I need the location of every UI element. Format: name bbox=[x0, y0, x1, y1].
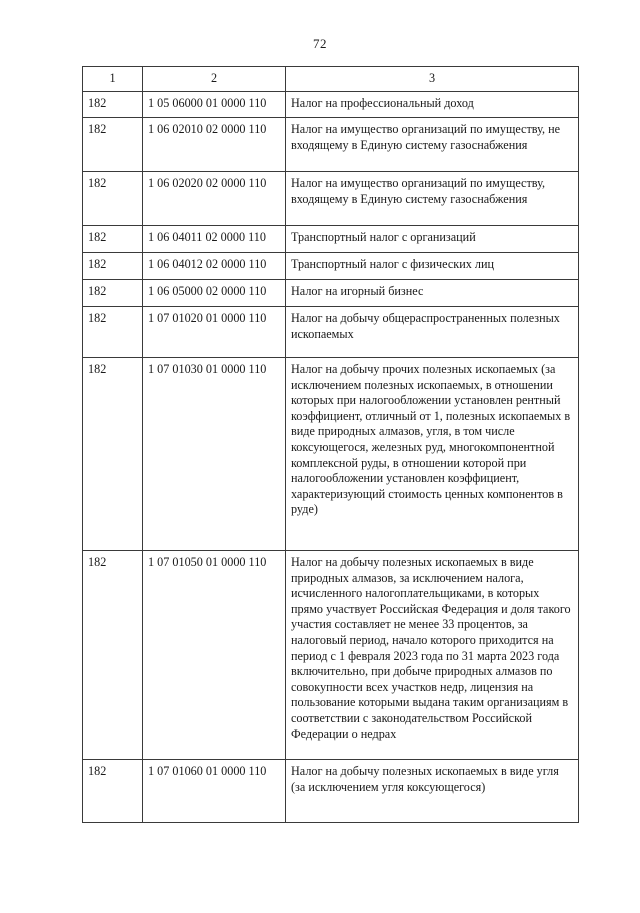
revenue-name: Налог на добычу полезных ископаемых в виде угля (за исключением угля коксующегося) bbox=[286, 760, 579, 823]
revenue-codes-table bbox=[82, 66, 579, 823]
revenue-name: Налог на профессиональный доход bbox=[286, 92, 579, 118]
revenue-name: Налог на имущество организаций по имуществу, входящему в Единую систему газоснабжения bbox=[286, 172, 579, 226]
table-header-row bbox=[83, 67, 579, 92]
revenue-name: Налог на игорный бизнес bbox=[286, 280, 579, 307]
admin-code: 182 bbox=[83, 307, 143, 358]
kbk-code: 1 07 01050 01 0000 110 bbox=[143, 551, 286, 760]
kbk-code: 1 05 06000 01 0000 110 bbox=[143, 92, 286, 118]
kbk-code: 1 06 02020 02 0000 110 bbox=[143, 172, 286, 226]
revenue-name: Транспортный налог с организаций bbox=[286, 226, 579, 253]
kbk-code: 1 06 02010 02 0000 110 bbox=[143, 118, 286, 172]
column-header-1: 1 bbox=[83, 67, 143, 92]
admin-code: 182 bbox=[83, 253, 143, 280]
revenue-name: Налог на добычу полезных ископаемых в виде природных алмазов, за исключением налога, исчисленного налогоплательщиками, в которых прямо участвует Российская Федерация и доля такого участия составляет не менее 33 процентов, за налоговый период, начало которого приходится на период с 1 февраля 2023 года по 31 марта 2023 года включительно, при добыче природных алмазов по совокупности всех участков недр, лицензия на пользование которыми выдана таким организациям в соответствии с законодательством Российской Федерации о недрах bbox=[286, 551, 579, 760]
admin-code: 182 bbox=[83, 358, 143, 551]
admin-code: 182 bbox=[83, 92, 143, 118]
table-row bbox=[83, 226, 579, 253]
revenue-name: Налог на имущество организаций по имуществу, не входящему в Единую систему газоснабжения bbox=[286, 118, 579, 172]
kbk-code: 1 06 05000 02 0000 110 bbox=[143, 280, 286, 307]
admin-code: 182 bbox=[83, 118, 143, 172]
table-row bbox=[83, 280, 579, 307]
kbk-code: 1 07 01020 01 0000 110 bbox=[143, 307, 286, 358]
kbk-code: 1 07 01030 01 0000 110 bbox=[143, 358, 286, 551]
column-header-3: 3 bbox=[286, 67, 579, 92]
admin-code: 182 bbox=[83, 551, 143, 760]
kbk-code: 1 06 04012 02 0000 110 bbox=[143, 253, 286, 280]
admin-code: 182 bbox=[83, 280, 143, 307]
kbk-code: 1 06 04011 02 0000 110 bbox=[143, 226, 286, 253]
table-row bbox=[83, 172, 579, 226]
table-row bbox=[83, 551, 579, 760]
revenue-name: Транспортный налог с физических лиц bbox=[286, 253, 579, 280]
table-row bbox=[83, 118, 579, 172]
admin-code: 182 bbox=[83, 226, 143, 253]
table-row bbox=[83, 307, 579, 358]
table-row bbox=[83, 760, 579, 823]
revenue-name: Налог на добычу общераспространенных полезных ископаемых bbox=[286, 307, 579, 358]
column-header-2: 2 bbox=[143, 67, 286, 92]
kbk-code: 1 07 01060 01 0000 110 bbox=[143, 760, 286, 823]
admin-code: 182 bbox=[83, 760, 143, 823]
admin-code: 182 bbox=[83, 172, 143, 226]
page-number: 72 bbox=[313, 36, 327, 51]
table-row bbox=[83, 92, 579, 118]
table-row bbox=[83, 358, 579, 551]
revenue-name: Налог на добычу прочих полезных ископаемых (за исключением полезных ископаемых, в отношении которых при налогообложении установлен рентный коэффициент, отличный от 1, полезных ископаемых в виде природных алмазов, угля, в том числе коксующегося, железных руд, многокомпонентной комплексной руды, в отношении которой при налогообложении установлен коэффициент, характеризующий стоимость ценных компонентов в руде) bbox=[286, 358, 579, 551]
table-row bbox=[83, 253, 579, 280]
